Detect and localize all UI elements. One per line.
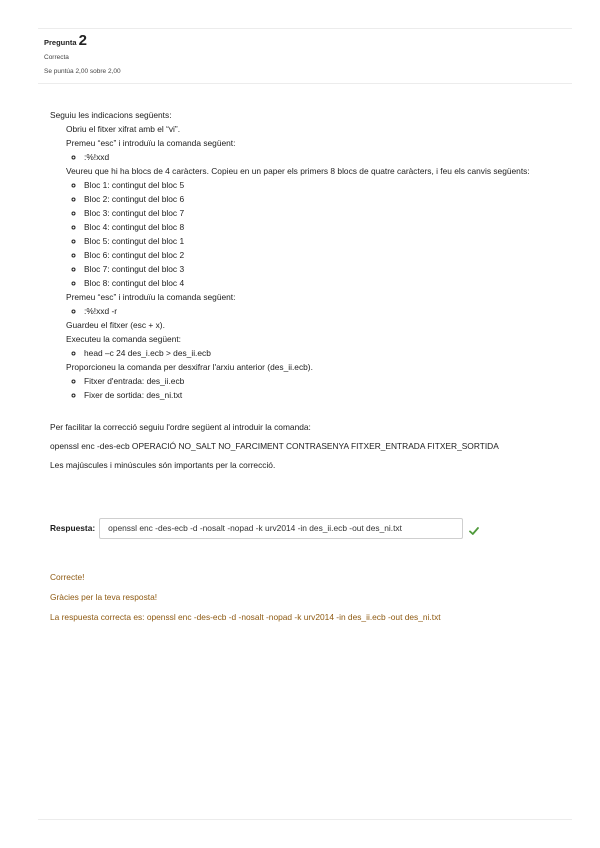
instruction-step-text: Premeu “esc” i introduïu la comanda següent:	[66, 138, 236, 148]
instruction-subitem: ◦ :%!xxd	[84, 150, 572, 164]
instruction-step	[64, 164, 572, 290]
instruction-step	[64, 122, 572, 136]
instruction-sublist	[66, 374, 572, 402]
format-instructions	[50, 420, 572, 477]
instruction-subitem: ◦ Bloc 6: contingut del bloc 2	[84, 248, 572, 262]
format-line-1: Per facilitar la correcció seguiu l'ordre següent al introduir la comanda:	[50, 422, 311, 432]
instruction-step	[64, 290, 572, 318]
question-title	[44, 33, 566, 51]
instruction-subitem: ◦ head –c 24 des_i.ecb > des_ii.ecb	[84, 346, 572, 360]
instruction-subitem: ◦ Fitxer d'entrada: des_ii.ecb	[84, 374, 572, 388]
instruction-subitem: ◦ Fixer de sortida: des_ni.txt	[84, 388, 572, 402]
question-info	[38, 28, 572, 84]
question-grade: Se puntúa 2,00 sobre 2,00	[44, 68, 121, 75]
answer-label: Respuesta:	[50, 523, 96, 533]
instruction-step	[64, 136, 572, 164]
instructions-list	[50, 122, 572, 402]
instruction-subitem: ◦ Bloc 4: contingut del bloc 8	[84, 220, 572, 234]
instruction-subitem: ◦ Bloc 7: contingut del bloc 3	[84, 262, 572, 276]
format-line-2: openssl enc -des-ecb OPERACIÓ NO_SALT NO_FARCIMENT CONTRASENYA FITXER_ENTRADA FITXER_SORTIDA	[50, 441, 499, 451]
instructions-intro: Seguiu les indicacions següents:	[50, 110, 172, 120]
question-text	[50, 108, 572, 402]
question-state: Correcta	[44, 54, 69, 61]
question-label: Pregunta	[44, 38, 77, 47]
feedback-right-answer: La respuesta correcta es: openssl enc -des-ecb -d -nosalt -nopad -k urv2014 -in des_ii.ecb -out des_ni.txt	[50, 612, 441, 622]
instruction-subitem: ◦ Bloc 8: contingut del bloc 4	[84, 276, 572, 290]
answer-row	[50, 517, 479, 539]
instruction-step	[64, 360, 572, 402]
instruction-step-text: Proporcioneu la comanda per desxifrar l'arxiu anterior (des_ii.ecb).	[66, 362, 313, 372]
feedback-correct: Correcte!	[50, 572, 85, 582]
bottom-divider	[38, 819, 572, 820]
instruction-sublist	[66, 178, 572, 290]
instruction-step-text: Executeu la comanda següent:	[66, 334, 182, 344]
instruction-subitem: ◦ :%!xxd -r	[84, 304, 572, 318]
question-number: 2	[78, 32, 87, 49]
instruction-subitem: ◦ Bloc 3: contingut del bloc 7	[84, 206, 572, 220]
instruction-subitem: ◦ Bloc 5: contingut del bloc 1	[84, 234, 572, 248]
instruction-step-text: Guardeu el fitxer (esc + x).	[66, 320, 165, 330]
instruction-step-text: Premeu “esc” i introduïu la comanda següent:	[66, 292, 236, 302]
format-line-3: Les majúscules i minúscules són importants per la correcció.	[50, 460, 276, 470]
check-icon	[469, 523, 479, 533]
instruction-subitem: ◦ Bloc 2: contingut del bloc 6	[84, 192, 572, 206]
instruction-step-text: Obriu el fitxer xifrat amb el “vi”.	[66, 124, 181, 134]
instruction-step	[64, 332, 572, 360]
instruction-sublist	[66, 150, 572, 164]
instruction-sublist	[66, 346, 572, 360]
instruction-subitem: ◦ Bloc 1: contingut del bloc 5	[84, 178, 572, 192]
feedback	[50, 570, 572, 630]
instruction-step	[64, 318, 572, 332]
instruction-step-text: Veureu que hi ha blocs de 4 caràcters. Copieu en un paper els primers 8 blocs de quatre caràcters, i feu els canvis següents:	[66, 166, 530, 176]
instruction-sublist	[66, 304, 572, 318]
feedback-thanks: Gràcies per la teva resposta!	[50, 592, 158, 602]
answer-input[interactable]: openssl enc -des-ecb -d -nosalt -nopad -k urv2014 -in des_ii.ecb -out des_ni.txt	[99, 518, 463, 539]
